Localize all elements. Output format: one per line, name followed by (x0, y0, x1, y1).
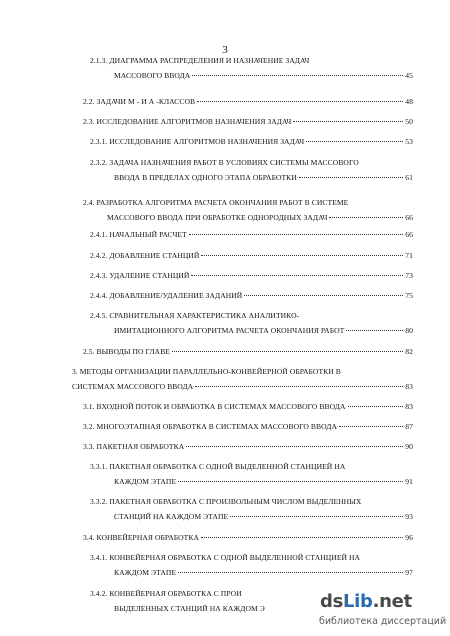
dot-leader (201, 536, 403, 538)
toc-entry-3-4[interactable] (83, 530, 413, 545)
toc-page-number: 53 (405, 137, 413, 146)
toc-page-number: 80 (405, 326, 413, 335)
dot-leader (186, 445, 403, 447)
toc-entry-title: 2.4.4. ДОБАВЛЕНИЕ/УДАЛЕНИЕ ЗАДАНИЙ (90, 291, 243, 300)
dot-leader (348, 405, 404, 407)
toc-entry-3[interactable] (72, 364, 413, 394)
toc-entry-2-4-1[interactable] (90, 227, 413, 242)
dot-leader (172, 350, 403, 352)
toc-entry-2-2[interactable] (83, 94, 413, 109)
dot-leader (195, 385, 403, 387)
dot-leader (306, 140, 403, 142)
toc-page-number: 93 (405, 512, 413, 521)
toc-entry-title: 3.4.2. КОНВЕЙЕРНАЯ ОБРАБОТКА С ПРОИ (90, 589, 242, 598)
toc-page-number: 48 (405, 97, 413, 106)
toc-entry-title-cont: ВВОДА В ПРЕДЕЛАХ ОДНОГО ЭТАПА ОБРАБОТКИ (114, 173, 297, 182)
dot-leader (197, 100, 403, 102)
toc-page-number: 96 (405, 533, 413, 542)
toc-page-number: 87 (405, 422, 413, 431)
toc-entry-title: 3.1. ВХОДНОЙ ПОТОК И ОБРАБОТКА В СИСТЕМАХ МАССОВОГО ВВОДА (83, 402, 346, 411)
dot-leader (178, 571, 403, 573)
toc-entry-3-3-2[interactable] (90, 494, 413, 524)
toc-entry-title: 2.3.2. ЗАДАЧА НАЗНАЧЕНИЯ РАБОТ В УСЛОВИЯХ СИСТЕМЫ МАССОВОГО (90, 158, 359, 167)
logo-part: .net (372, 591, 412, 612)
logo-part: ds (320, 591, 343, 612)
toc-entry-2-4-4[interactable] (90, 288, 413, 303)
toc-entry-2-4[interactable] (83, 195, 413, 225)
toc-entry-title: 3.4. КОНВЕЙЕРНАЯ ОБРАБОТКА (83, 533, 199, 542)
toc-entry-title-cont: МАССОВОГО ВВОДА (114, 71, 191, 80)
toc-page-number: 61 (405, 173, 413, 182)
dot-leader (192, 74, 403, 76)
dot-leader (201, 254, 403, 256)
toc-entry-title: 2.4.5. СРАВНИТЕЛЬНАЯ ХАРАКТЕРИСТИКА АНАЛИТИКО- (90, 311, 300, 320)
toc-entry-title: 2.4. РАЗРАБОТКА АЛГОРИТМА РАСЧЕТА ОКОНЧАНИЯ РАБОТ В СИСТЕМЕ (83, 198, 349, 207)
toc-page-number: 66 (405, 213, 413, 222)
toc-entry-title-cont: ИМИТАЦИОННОГО АЛГОРИТМА РАСЧЕТА ОКОНЧАНИЯ РАБОТ (114, 326, 345, 335)
toc-page-number: 73 (405, 271, 413, 280)
dot-leader (244, 294, 403, 296)
toc-entry-2-4-3[interactable] (90, 268, 413, 283)
toc-entry-3-4-1[interactable] (90, 550, 413, 580)
dot-leader (339, 425, 403, 427)
toc-entry-title: 2.1.3. ДИАГРАММА РАСПРЕДЕЛЕНИЯ И НАЗНАЧЕНИЕ ЗАДАЧ (90, 56, 310, 65)
toc-entry-2-3[interactable] (83, 114, 413, 129)
dot-leader (230, 515, 403, 517)
toc-page-number: 83 (405, 402, 413, 411)
toc-entry-2-1-3[interactable] (90, 53, 413, 83)
toc-entry-title: 3.3.2. ПАКЕТНАЯ ОБРАБОТКА С ПРОИЗВОЛЬНЫМ ЧИСЛОМ ВЫДЕЛЕННЫХ (90, 497, 362, 506)
dot-leader (299, 176, 403, 178)
toc-entry-title-cont: КАЖДОМ ЭТАПЕ (114, 477, 177, 486)
toc-entry-title: 3.2. МНОГОЭТАПНАЯ ОБРАБОТКА В СИСТЕМАХ МАССОВОГО ВВОДА (83, 422, 337, 431)
toc-entry-3-3[interactable] (83, 439, 413, 454)
toc-entry-title: 2.3.1. ИССЛЕДОВАНИЕ АЛГОРИТМОВ НАЗНАЧЕНИЯ ЗАДАЧ (90, 137, 305, 146)
toc-entry-title: 2.4.3. УДАЛЕНИЕ СТАНЦИЙ (90, 271, 190, 280)
watermark[interactable] (316, 589, 450, 636)
toc-entry-title: 3. МЕТОДЫ ОРГАНИЗАЦИИ ПАРАЛЛЕЛЬНО-КОНВЕЙЕРНОЙ ОБРАБОТКИ В (72, 367, 341, 376)
toc-entry-title: 2.4.2. ДОБАВЛЕНИЕ СТАНЦИЙ (90, 251, 200, 260)
toc-page-number: 75 (405, 291, 413, 300)
toc-page-number: 82 (405, 347, 413, 356)
toc-entry-2-4-2[interactable] (90, 248, 413, 263)
toc-entry-3-1[interactable] (83, 399, 413, 414)
watermark-caption: библиотека диссертаций (319, 616, 447, 627)
toc-entry-title-cont: МАССОВОГО ВВОДА ПРИ ОБРАБОТКЕ ОДНОРОДНЫХ ЗАДАЧ (107, 213, 328, 222)
toc-page-number: 66 (405, 230, 413, 239)
dot-leader (191, 274, 403, 276)
toc-entry-title-cont: КАЖДОМ ЭТАПЕ (114, 568, 177, 577)
toc-entry-2-5[interactable] (83, 344, 413, 359)
toc-entry-title: 2.2. ЗАДАЧИ М - И А -КЛАССОВ (83, 97, 196, 106)
toc-page-number: 90 (405, 442, 413, 451)
toc-page-number: 45 (405, 71, 413, 80)
toc-entry-2-3-1[interactable] (90, 134, 413, 149)
toc-page-number: 97 (405, 568, 413, 577)
dot-leader (178, 480, 403, 482)
toc-entry-2-3-2[interactable] (90, 155, 413, 185)
page-number: 3 (222, 44, 228, 56)
toc-entry-3-2[interactable] (83, 419, 413, 434)
toc-entry-title-cont: ВЫДЕЛЕННЫХ СТАНЦИЙ НА КАЖДОМ Э (114, 604, 265, 613)
toc-entry-3-3-1[interactable] (90, 459, 413, 489)
dot-leader (293, 120, 403, 122)
toc-entry-title: 3.4.1. КОНВЕЙЕРНАЯ ОБРАБОТКА С ОДНОЙ ВЫДЕЛЕННОЙ СТАНЦИЕЙ НА (90, 553, 361, 562)
toc-entry-2-4-5[interactable] (90, 308, 413, 338)
toc-page-number: 91 (405, 477, 413, 486)
toc-entry-title-cont: СИСТЕМАХ МАССОВОГО ВВОДА (72, 382, 194, 391)
toc-entry-title: 2.5. ВЫВОДЫ ПО ГЛАВЕ (83, 347, 170, 356)
logo-part: Lib (343, 591, 373, 612)
toc-page-number: 83 (405, 382, 413, 391)
dot-leader (346, 329, 403, 331)
toc-page-number: 71 (405, 251, 413, 260)
dot-leader (189, 233, 403, 235)
toc-entry-title-cont: СТАНЦИЙ НА КАЖДОМ ЭТАПЕ (114, 512, 229, 521)
toc-page-number: 50 (405, 117, 413, 126)
toc-entry-title: 3.3.1. ПАКЕТНАЯ ОБРАБОТКА С ОДНОЙ ВЫДЕЛЕННОЙ СТАНЦИЕЙ НА (90, 462, 346, 471)
toc-entry-title: 2.4.1. НАЧАЛЬНЫЙ РАСЧЕТ (90, 230, 187, 239)
dot-leader (329, 216, 403, 218)
toc-entry-title: 3.3. ПАКЕТНАЯ ОБРАБОТКА (83, 442, 185, 451)
toc-entry-title: 2.3. ИССЛЕДОВАНИЕ АЛГОРИТМОВ НАЗНАЧЕНИЯ ЗАДАЧ (83, 117, 292, 126)
watermark-logo (320, 591, 412, 612)
